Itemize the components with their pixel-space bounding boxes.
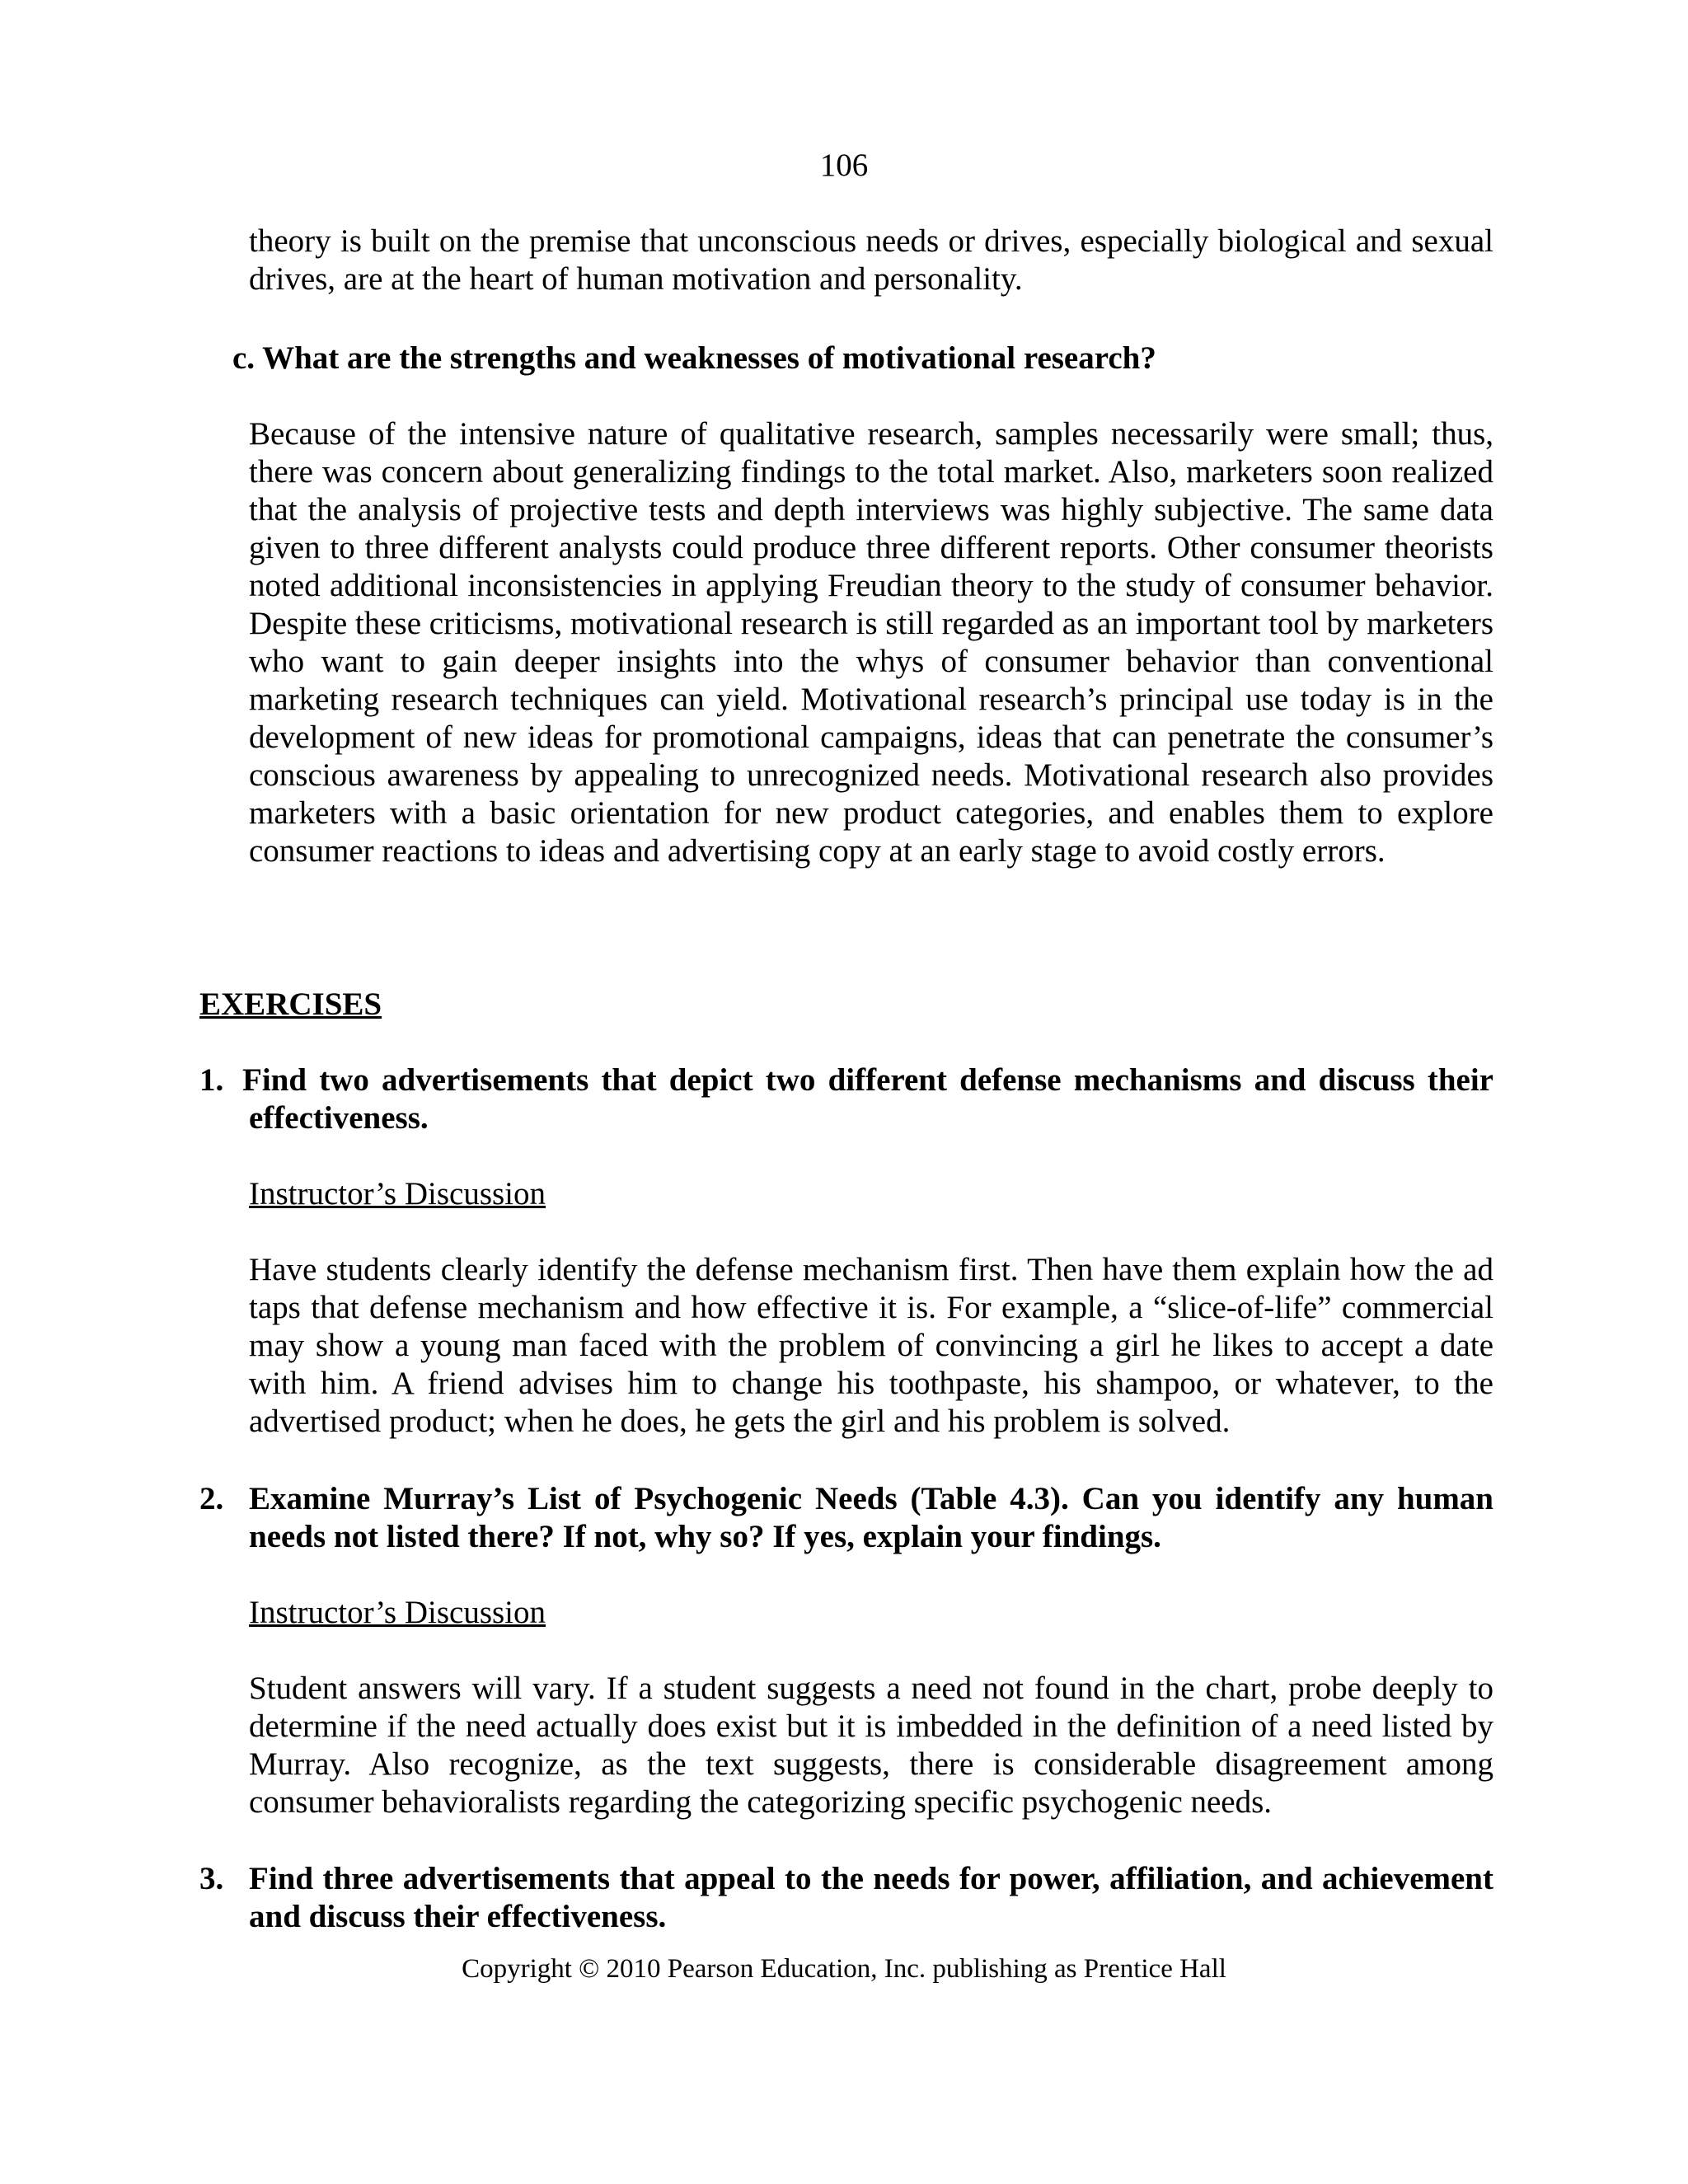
exercise-2-discussion-label: Instructor’s Discussion xyxy=(249,1595,546,1630)
page-number: 106 xyxy=(819,148,869,183)
continuation-paragraph: theory is built on the premise that unconscious needs or drives, especially biological and sexual drives, are at the heart of human motivation and personality. xyxy=(249,223,1493,297)
question-c-answer: Because of the intensive nature of qualitative research, samples necessarily were small; thus, there was concern about generalizing findings to the total market. Also, marketers soon realized that the analysis of projective tests and depth interviews was highly subjective. The same data given to three different analysts could produce three different reports. Other consumer theorists noted additional inconsistencies in applying Freudian theory to the study of consumer behavior. Despite these criticisms, motivational research is still regarded as an important tool by marketers who want to gain deeper insights into the whys of consumer behavior than conventional marketing research techniques can yield. Motivational research’s principal use today is in the development of new ideas for promotional campaigns, ideas that can penetrate the consumer’s conscious awareness by appealing to unrecognized needs. Motivational research also provides marketers with a basic orientation for new product categories, and enables them to explore consumer reactions to ideas and advertising copy at an early stage to avoid costly errors. xyxy=(249,416,1493,869)
exercise-2-number: 2. xyxy=(199,1481,224,1516)
copyright-footer: Copyright © 2010 Pearson Education, Inc. publishing as Prentice Hall xyxy=(462,1954,1226,1984)
exercise-2-question xyxy=(199,1480,1493,1556)
exercise-3-text: Find three advertisements that appeal to the needs for power, affiliation, and achievement and discuss their effectiveness. xyxy=(249,1861,1493,1934)
exercise-1-text: Find two advertisements that depict two different defense mechanisms and discuss their effectiveness. xyxy=(242,1062,1493,1136)
question-c-heading: c. What are the strengths and weaknesses of motivational research? xyxy=(232,340,1156,376)
exercise-3-number: 3. xyxy=(199,1861,224,1896)
exercise-3-question xyxy=(199,1860,1493,1936)
exercises-heading: EXERCISES xyxy=(199,987,382,1022)
exercise-1-number: 1. xyxy=(199,1062,224,1098)
exercise-1-question xyxy=(199,1062,1493,1137)
exercise-1-answer: Have students clearly identify the defense mechanism first. Then have them explain how the ad taps that defense mechanism and how effective it is. For example, a “slice-of-life” commercial may show a young man faced with the problem of convincing a girl he likes to accept a date with him. A friend advises him to change his toothpaste, his shampoo, or whatever, to the advertised product; when he does, he gets the girl and his problem is solved. xyxy=(249,1252,1493,1439)
exercise-2-text: Examine Murray’s List of Psychogenic Needs (Table 4.3). Can you identify any human needs not listed there? If not, why so? If yes, explain your findings. xyxy=(249,1481,1493,1554)
exercise-1-discussion-label: Instructor’s Discussion xyxy=(249,1176,546,1212)
exercise-2-answer: Student answers will vary. If a student suggests a need not found in the chart, probe deeply to determine if the need actually does exist but it is imbedded in the definition of a need listed by Murray. Also recognize, as the text suggests, there is considerable disagreement among consumer behavioralists regarding the categorizing specific psychogenic needs. xyxy=(249,1671,1493,1820)
